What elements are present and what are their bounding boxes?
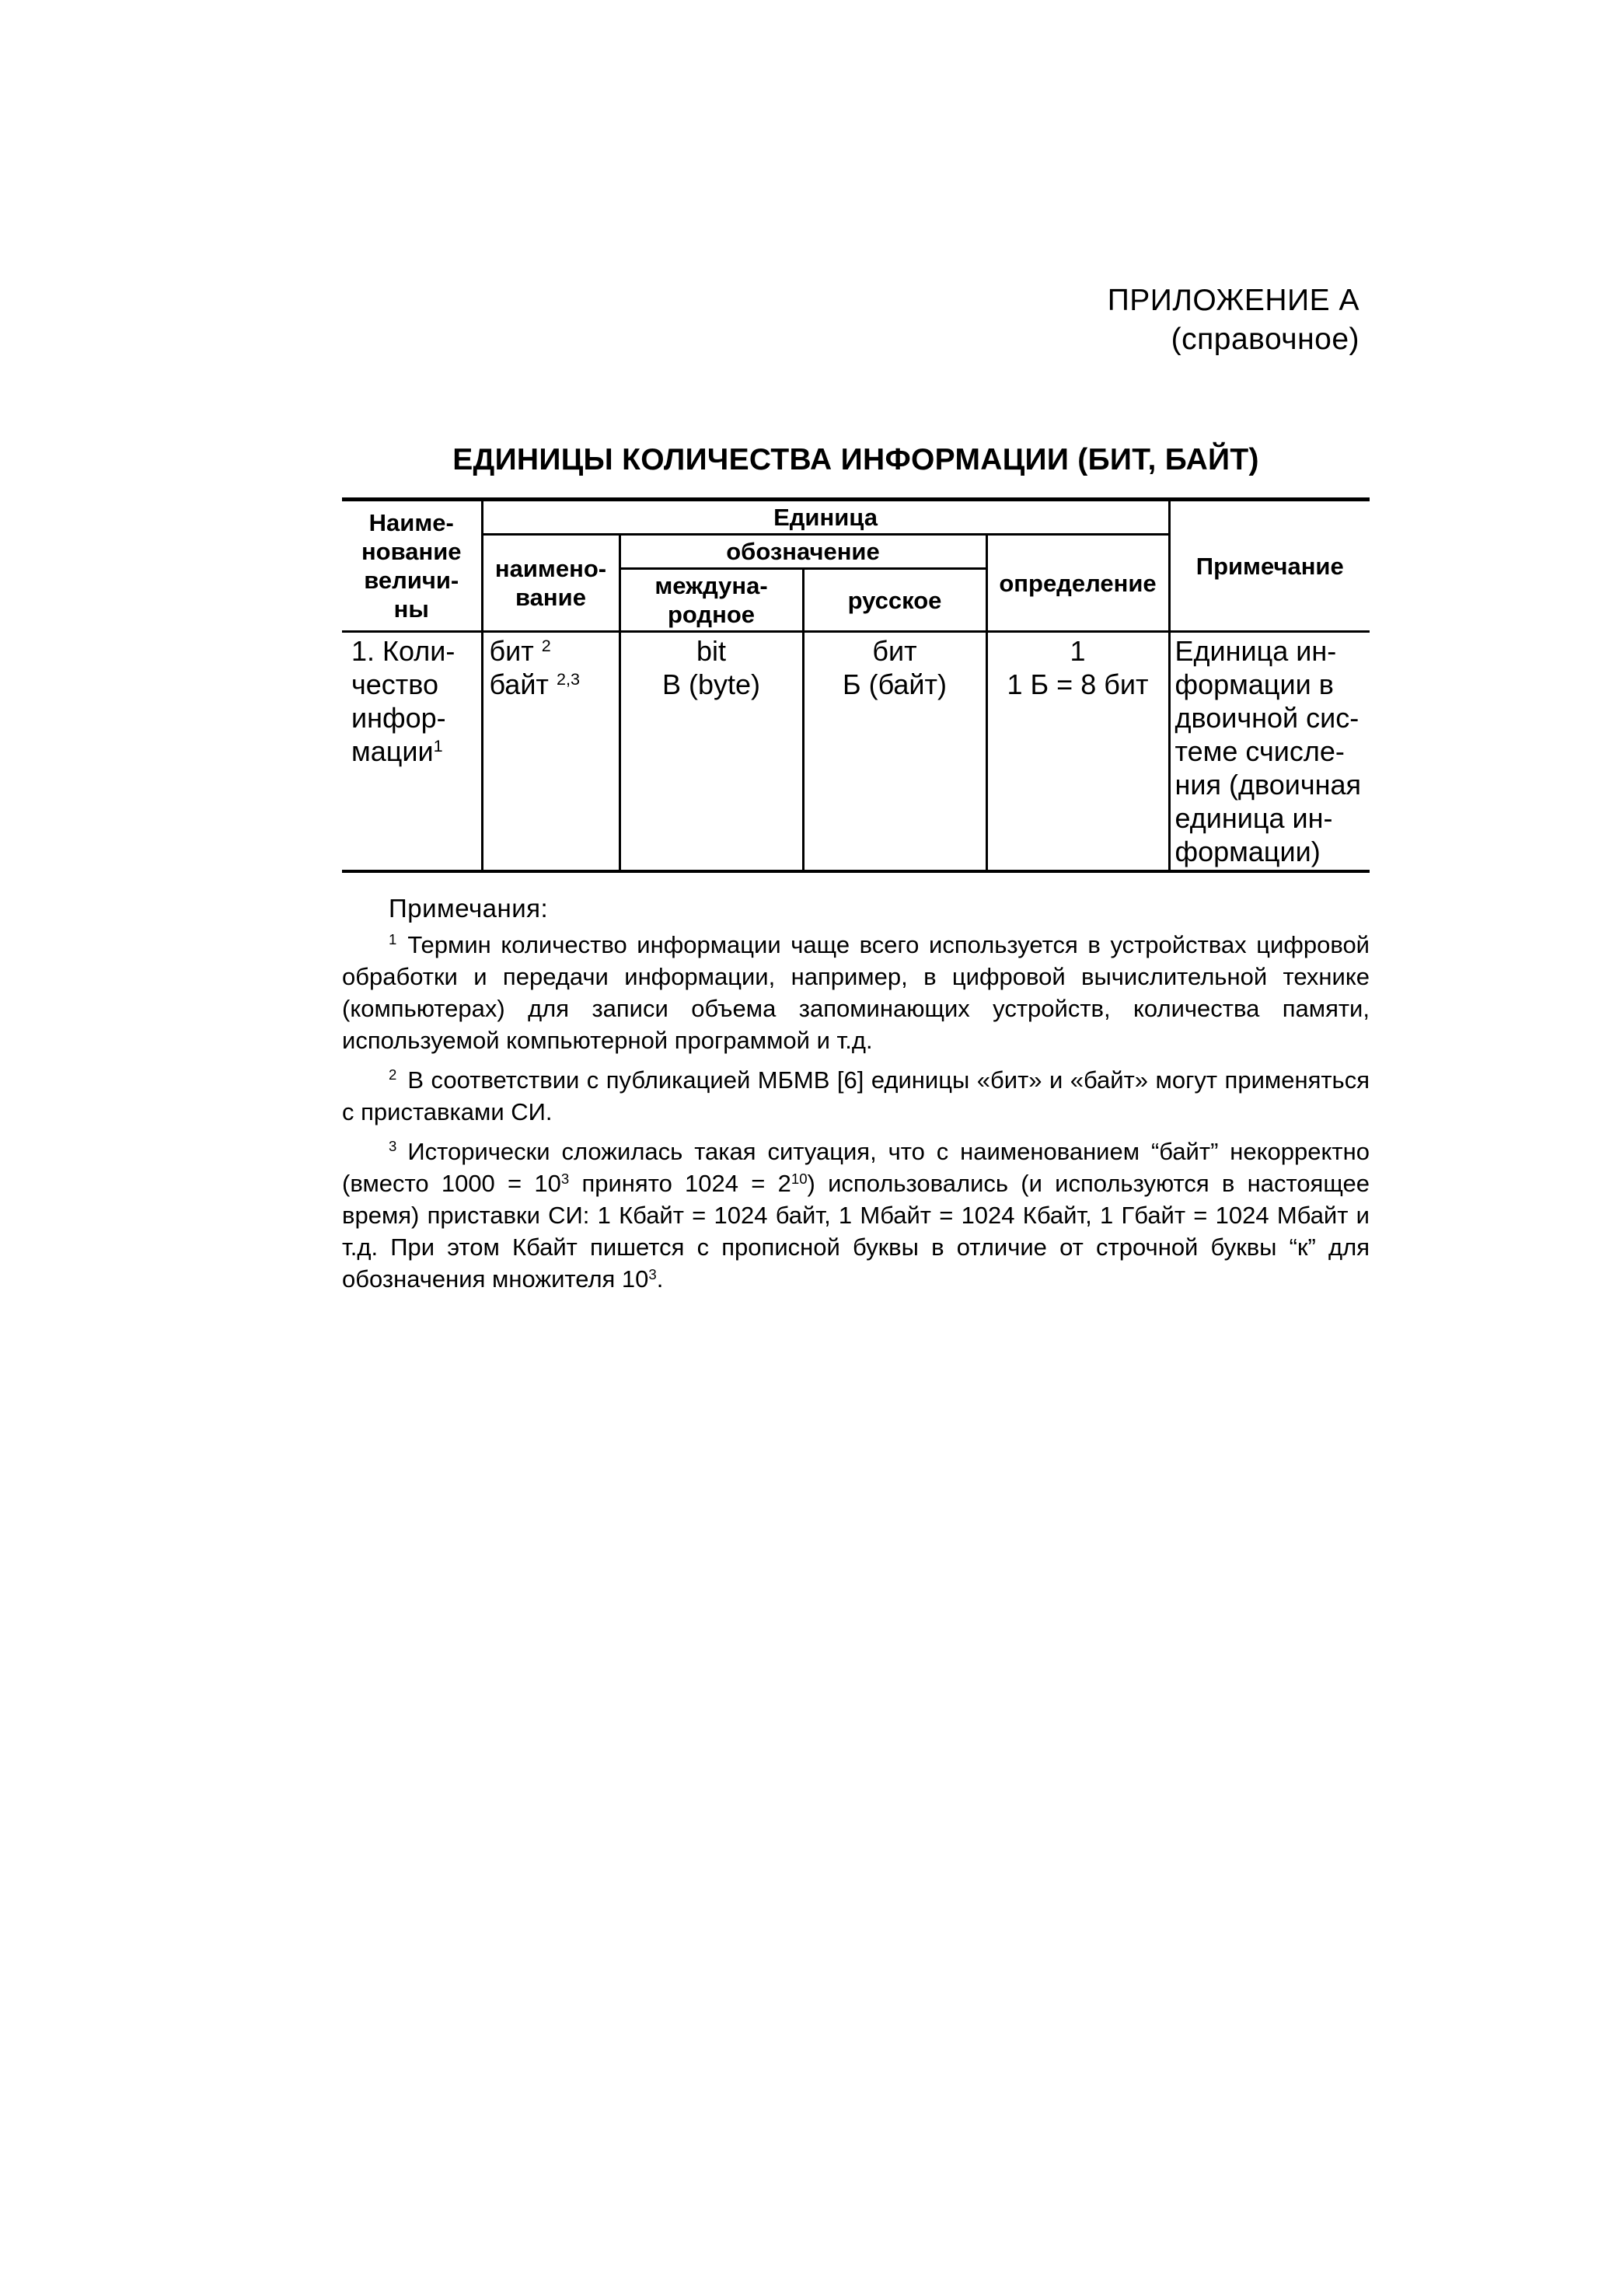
cell-quantity-text: 1. Коли- чество инфор- мации <box>351 635 455 767</box>
units-table <box>342 497 1370 873</box>
note-3-sup-2: 10 <box>791 1170 808 1187</box>
unit-name-byte <box>490 668 613 701</box>
header-russian: русское <box>803 569 986 632</box>
header-unit: Единица <box>482 500 1169 535</box>
header-designation: обозначение <box>620 535 986 569</box>
header-quantity-name: Наиме- нование величи- ны <box>342 500 482 632</box>
header-international: междуна- родное <box>620 569 803 632</box>
note-1-text: Термин количество информации чаще всего используется в устройствах цифровой обработки и передачи информации, например, в цифровой вычислительной технике (компьютерах) для записи объема запоминающих устройств, количества памяти, используемой компьютерной программой и т.д. <box>342 931 1370 1054</box>
note-3-number: 3 <box>389 1137 397 1154</box>
cell-unit-name <box>482 632 620 872</box>
note-3-sup-1: 3 <box>560 1170 570 1187</box>
note-2 <box>342 1064 1370 1128</box>
cell-definition: 1 1 Б = 8 бит <box>986 632 1169 872</box>
table-row <box>342 632 1370 872</box>
document-title: ЕДИНИЦЫ КОЛИЧЕСТВА ИНФОРМАЦИИ (БИТ, БАЙТ) <box>452 443 1259 476</box>
header-row-1 <box>342 500 1370 535</box>
note-1-number: 1 <box>389 930 397 947</box>
cell-international: bit B (byte) <box>620 632 803 872</box>
appendix-label <box>1108 281 1359 359</box>
unit-name-bit-footnote-ref: 2 <box>541 636 551 656</box>
note-3 <box>342 1136 1370 1295</box>
cell-remark: Единица ин- формации в двоичной сис- теме счисле- ния (двоичная единица ин- формации) <box>1169 632 1370 872</box>
note-3-text-a: Исторически сложилась такая ситуация, что с наименованием “байт” некорректно (вместо 1000 = 10 <box>342 1138 1370 1197</box>
unit-name-bit <box>490 634 613 668</box>
header-unit-name: наимено- вание <box>482 535 620 632</box>
appendix-subtitle: (справочное) <box>1171 323 1359 356</box>
notes-section <box>342 892 1370 1303</box>
cell-quantity <box>342 632 482 872</box>
note-3-text-b: принято 1024 = 2 <box>569 1170 791 1197</box>
note-2-text: В соответствии с публикацией МБМВ [6] единицы «бит» и «байт» могут применяться с приставками СИ. <box>342 1066 1370 1125</box>
note-2-number: 2 <box>389 1066 397 1083</box>
header-definition: определение <box>986 535 1169 632</box>
unit-name-byte-text: байт <box>489 668 549 700</box>
header-remark: Примечание <box>1169 500 1370 632</box>
unit-name-byte-footnote-ref: 2,3 <box>556 669 580 689</box>
cell-quantity-footnote-ref: 1 <box>433 736 443 756</box>
note-3-sup-3: 3 <box>648 1265 657 1282</box>
notes-heading: Примечания: <box>389 894 549 923</box>
appendix-title: ПРИЛОЖЕНИЕ А <box>1107 284 1359 317</box>
note-1 <box>342 929 1370 1056</box>
note-3-text-c: ) использовались (и используются в настоящее время) приставки СИ: 1 Кбайт = 1024 байт, 1 Мбайт = 1024 Кбайт, 1 Гбайт = 1024 Мбайт и т.д. При этом Кбайт пишется с прописной буквы в отличие от строчной буквы “к” для обозначения множителя 10 <box>342 1170 1370 1293</box>
cell-russian: бит Б (байт) <box>803 632 986 872</box>
note-3-text-d: . <box>656 1265 664 1293</box>
unit-name-bit-text: бит <box>489 635 534 667</box>
